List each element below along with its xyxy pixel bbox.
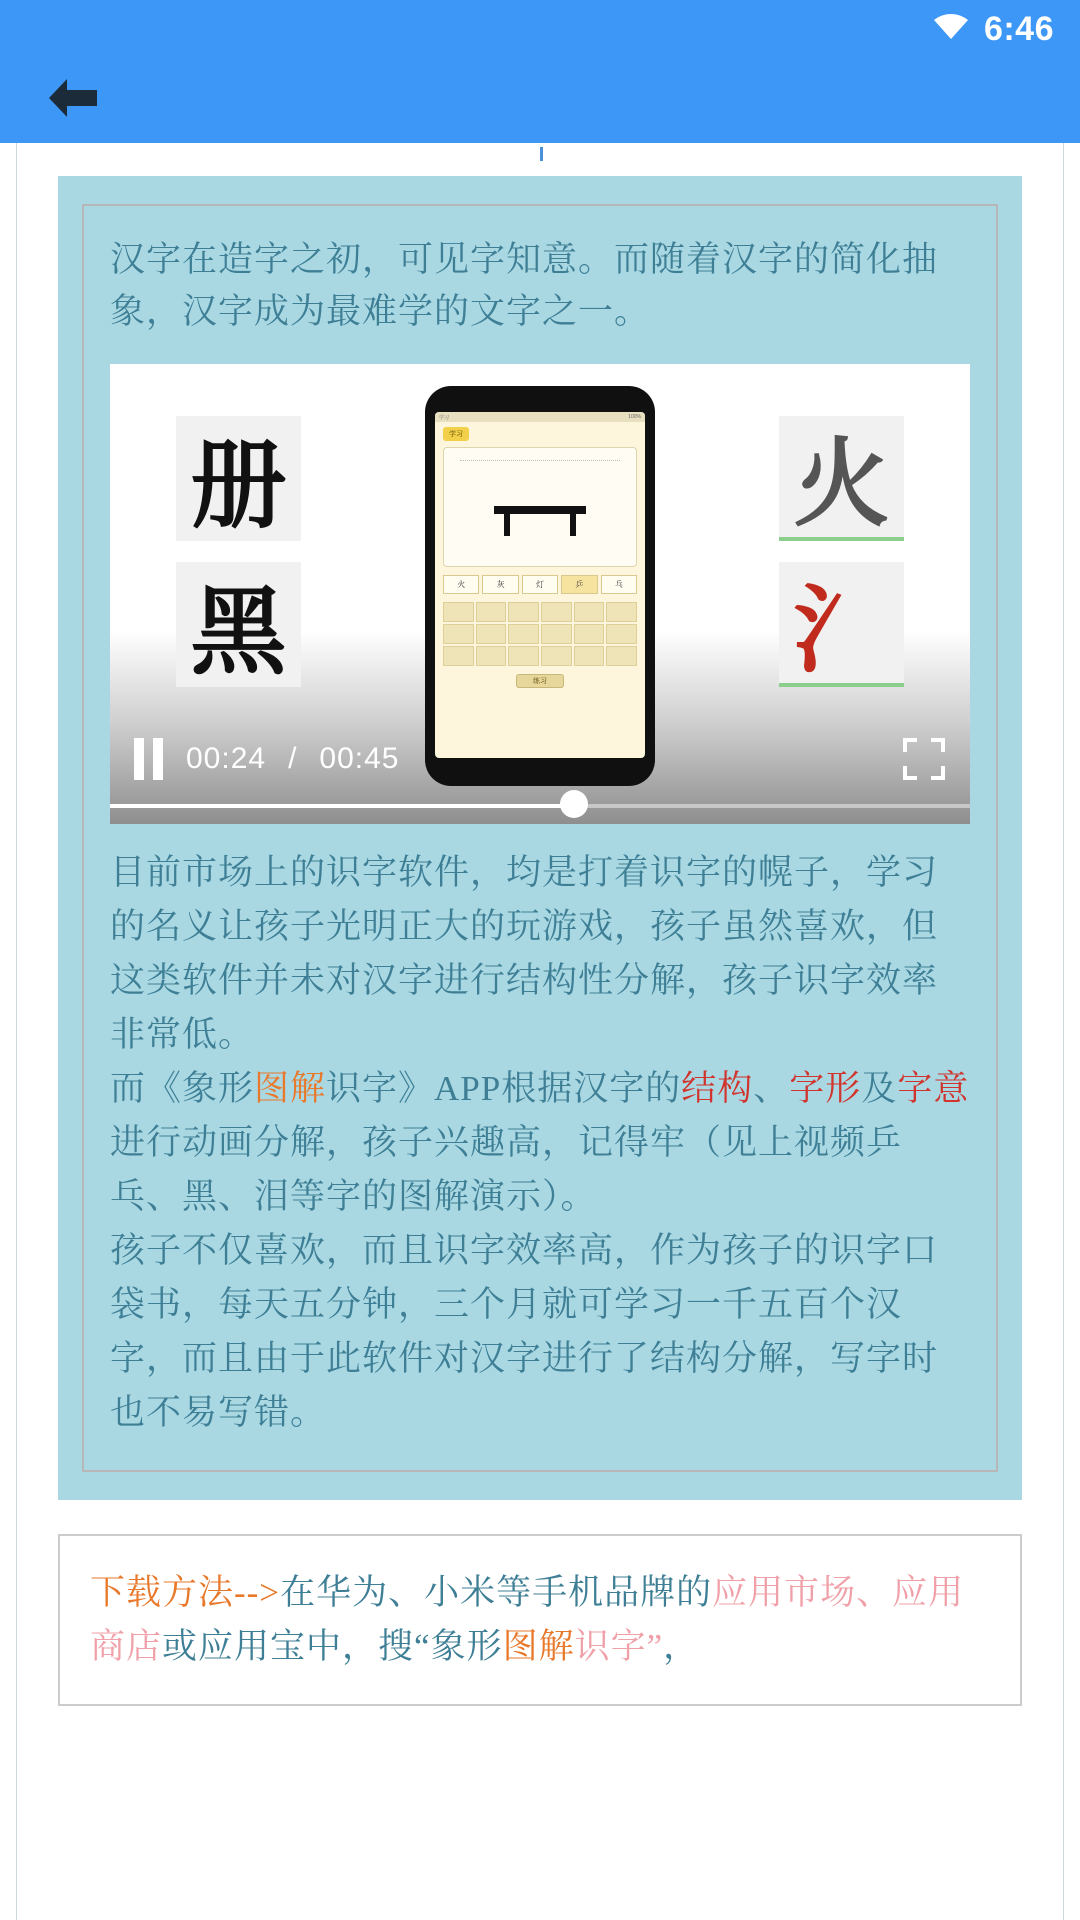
download-rich-text-run-2: 应用市场、应用商店	[90, 1573, 965, 1666]
download-rich-text-run-6: 识字”	[574, 1627, 664, 1666]
download-rich-text-run-7: ，	[663, 1627, 700, 1666]
paragraph-2-rich-run-8: 进行动画分解，孩子兴趣高，记得牢（见上视频乒乓、黑、泪等字的图解演示）。	[110, 1123, 903, 1216]
download-rich-text-run-0: 下载方法-->	[90, 1573, 281, 1612]
page-tick-marker	[540, 147, 543, 161]
video-current-time: 00:24	[186, 742, 267, 775]
phone-choice-1: 灰	[482, 575, 518, 594]
back-button[interactable]	[38, 66, 108, 136]
download-rich-text-run-1: 在华为、小米等手机品牌的	[280, 1573, 713, 1612]
paragraph-2-rich-run-1: 图解	[254, 1069, 327, 1108]
download-rich-text-run-3: 或应用宝中，搜	[162, 1627, 415, 1666]
phone-status-bar	[435, 412, 645, 422]
glyph-tile-bottom-left: 黑	[176, 562, 301, 687]
video-duration: 00:45	[319, 742, 400, 775]
article-card	[58, 176, 1022, 1500]
article-body	[110, 846, 970, 1440]
video-progress-fill	[110, 804, 574, 808]
wifi-icon	[932, 13, 970, 46]
download-rich-text-run-5: 图解	[502, 1627, 575, 1666]
article-paragraph-1: 目前市场上的识字软件，均是打着识字的幌子，学习的名义让孩子光明正大的玩游戏，孩子虽然喜欢，但这类软件并未对汉字进行结构性分解，孩子识字效率非常低。	[110, 853, 939, 1054]
phone-choice-0: 火	[443, 575, 479, 594]
status-bar	[0, 0, 1080, 58]
download-card	[58, 1534, 1022, 1706]
phone-canvas	[443, 447, 637, 567]
glyph-tile-top-left: 册	[176, 416, 301, 541]
download-rich-text	[90, 1573, 964, 1666]
article-intro-text: 汉字在造字之初，可见字知意。而随着汉字的简化抽象，汉字成为最难学的文字之一。	[110, 240, 939, 331]
back-arrow-icon	[45, 75, 101, 126]
phone-status-left: 学习	[439, 414, 450, 421]
fullscreen-icon[interactable]	[902, 737, 946, 781]
paragraph-2-rich-run-0: 而《象形	[110, 1069, 255, 1108]
paragraph-2-rich-run-7: 字意	[897, 1069, 970, 1108]
phone-canvas-illustration	[494, 506, 586, 514]
video-progress-bar[interactable]	[110, 802, 970, 808]
paragraph-2-rich	[110, 1069, 969, 1216]
phone-status-right: 100%	[628, 414, 641, 420]
phone-choice-row	[443, 575, 637, 594]
paragraph-2-rich-run-5: 字形	[789, 1069, 862, 1108]
phone-choice-3: 乒	[561, 575, 597, 594]
download-rich-text-run-4: “象形	[414, 1627, 503, 1666]
video-progress-knob[interactable]	[560, 790, 588, 818]
article-content[interactable]	[0, 143, 1080, 1920]
article-inner-frame	[82, 204, 998, 1472]
paragraph-2-rich-run-2: 识字》APP根据汉字的	[326, 1069, 682, 1108]
glyph-tile-top-right: 火	[779, 416, 904, 541]
glyph-tile-bottom-right: 氵	[779, 562, 904, 687]
status-bar-clock: 6:46	[983, 9, 1054, 48]
phone-learn-tag: 学习	[443, 427, 469, 441]
paragraph-2-rich-run-6: 及	[861, 1069, 898, 1108]
article-paragraph-3: 孩子不仅喜欢，而且识字效率高，作为孩子的识字口袋书，每天五分钟，三个月就可学习一千五百个汉字，而且由于此软件对汉字进行了结构分解，写字时也不易写错。	[110, 1231, 939, 1432]
video-controls	[110, 724, 970, 794]
phone-choice-2: 灯	[522, 575, 558, 594]
article-paragraph-2	[110, 1062, 970, 1224]
paragraph-2-rich-run-4: 、	[753, 1069, 790, 1108]
app-bar	[0, 58, 1080, 143]
pause-icon[interactable]	[134, 738, 164, 780]
paragraph-2-rich-run-3: 结构	[681, 1069, 754, 1108]
video-player[interactable]	[110, 364, 970, 824]
video-time-separator: /	[288, 742, 298, 775]
phone-canvas-dotted-line	[460, 460, 620, 461]
phone-character-grid	[443, 602, 637, 666]
phone-practice-button: 练习	[516, 674, 564, 688]
phone-choice-4: 乓	[601, 575, 637, 594]
phone-screen	[435, 412, 645, 758]
